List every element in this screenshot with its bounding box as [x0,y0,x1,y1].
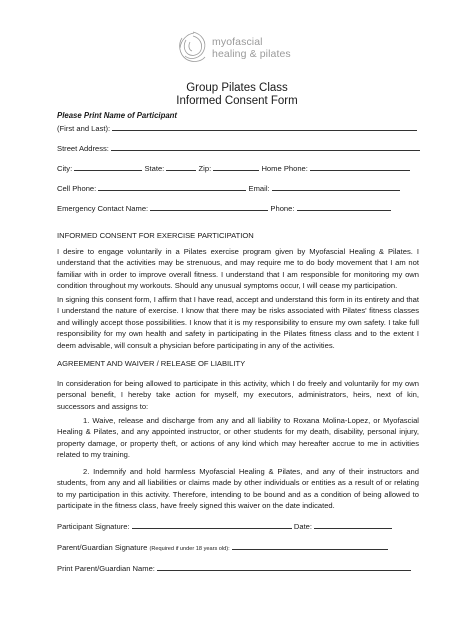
emergency-phone-input-line[interactable] [297,202,391,211]
cell-email-row [57,182,400,193]
consent-heading: INFORMED CONSENT FOR EXERCISE PARTICIPATION [57,231,254,240]
guardian-signature-row [57,541,388,552]
print-guardian-row [57,562,411,573]
cell-phone-input-line[interactable] [98,182,246,191]
participant-signature-line[interactable] [132,520,292,529]
consent-paragraph-1: I desire to engage voluntarily in a Pilates exercise program given by Myofascial Healing & Pilates. I understand that the activities may be strenuous, and may require me to do body movement that I am not familiar with in order to improve overall fitness. I understand that I am responsible for monitoring my own condition throughout my workouts. Should any unusual symptoms occur, I will cease my participation. [57,247,419,291]
waiver-item-1: 1. Waive, release and discharge from any and all liability to Roxana Molina-Lopez, or Myofascial Healing & Pilates, and any appointed instructor, or other students for my death, disability, personal injury, property damage, or property theft, or actions of any kind which may hereafter accrue to me in activities related to my training. [57,416,419,460]
consent-paragraph-2: In signing this consent form, I affirm that I have read, accept and understand this form in its entirety and that I understand the nature of exercise. I know that there may be risks associated with Pilates' fitness classes and willingly accept those possibilities. I know that it is my responsibility to ensure my own safety. I take full responsibility for my own health and safety in participating in the Pilates fitness class and to the extent I deem advisable, will consult a physician before participating in any of the activities. [57,295,419,350]
zip-input-line[interactable] [213,162,259,171]
date-input-line[interactable] [314,520,392,529]
cell-phone-label: Cell Phone: [57,184,97,193]
print-guardian-input-line[interactable] [157,562,411,571]
street-label: Street Address: [57,144,109,153]
form-subtitle: Informed Consent Form [176,95,298,107]
waiver-paragraph-1: In consideration for being allowed to participate in this activity, which I do freely and voluntarily for my own personal benefit, I hereby take action for myself, my executors, administrators, heirs, next of kin, successors and assigns to: [57,379,419,411]
emergency-contact-label: Emergency Contact Name: [57,204,149,213]
name-field-row [57,122,417,133]
street-input-line[interactable] [111,142,420,151]
city-label: City: [57,164,73,173]
home-phone-input-line[interactable] [310,162,410,171]
emergency-row [57,202,391,213]
emergency-phone-label: Phone: [270,204,295,213]
home-phone-label: Home Phone: [261,164,308,173]
zip-label: Zip: [198,164,212,173]
logo-text-line1: myofascial [212,36,263,48]
email-label: Email: [248,184,270,193]
city-field-row [57,162,410,173]
participant-signature-label: Participant Signature: [57,522,130,531]
swirl-logo-icon [174,28,212,66]
date-label: Date: [293,522,313,531]
city-input-line[interactable] [74,162,142,171]
guardian-signature-label: Parent/Guardian Signature [57,543,148,552]
name-input-line[interactable] [112,122,417,131]
print-name-label: Please Print Name of Participant [57,111,178,120]
waiver-heading: AGREEMENT AND WAIVER / RELEASE OF LIABILITY [57,359,246,368]
guardian-note: (Required if under 18 years old): [149,546,230,552]
logo [174,28,306,74]
email-input-line[interactable] [272,182,400,191]
logo-text-line2: healing & pilates [212,48,291,60]
waiver-item-2: 2. Indemnify and hold harmless Myofascial Healing & Pilates, and any of their instructors and students, from any and all liabilities or claims made by other individuals or entities as a result of or relating to my participation in this activity. Therefore, intending to be bound and as a condition of being allowed to participate in the fitness class, have freely signed this waiver on the date indicated. [57,467,419,511]
print-guardian-label: Print Parent/Guardian Name: [57,564,155,573]
first-last-label: (First and Last): [57,124,111,133]
participant-signature-row [57,520,392,531]
street-field-row [57,142,420,153]
form-title: Group Pilates Class [186,82,288,94]
guardian-signature-line[interactable] [232,541,388,550]
state-label: State: [144,164,165,173]
state-input-line[interactable] [166,162,196,171]
emergency-contact-input-line[interactable] [150,202,268,211]
